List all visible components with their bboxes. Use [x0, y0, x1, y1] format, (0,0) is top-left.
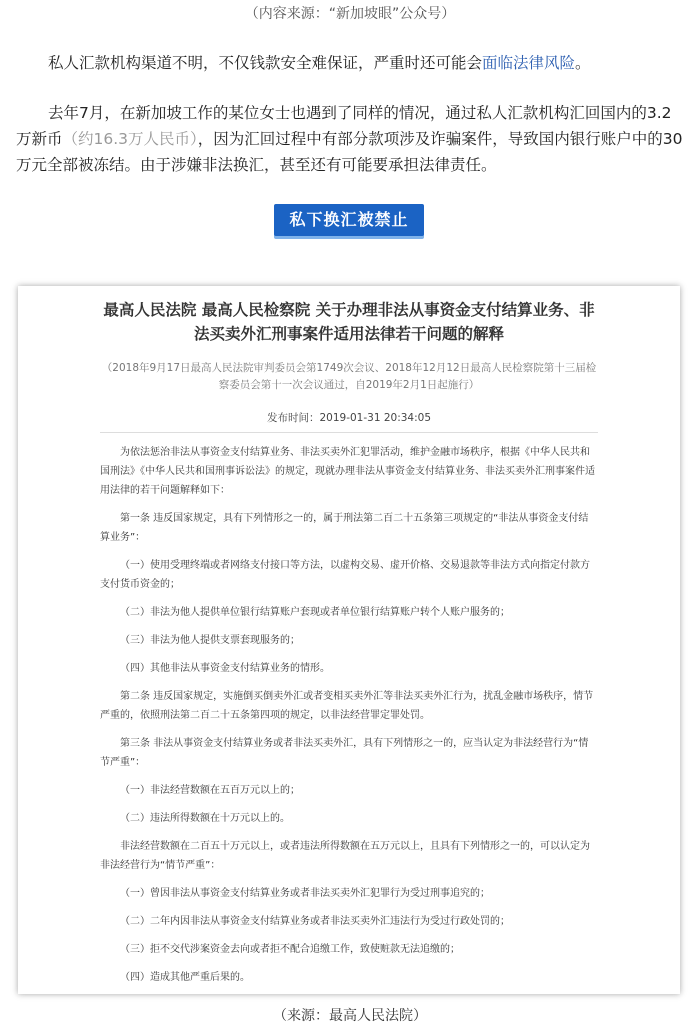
document-paragraph: 第一条 违反国家规定，具有下列情形之一的，属于刑法第二百二十五条第三项规定的“非法从事资金支付结算业务”： — [100, 513, 589, 543]
document-paragraph: （一）曾因非法从事资金支付结算业务或者非法买卖外汇犯罪行为受过刑事追究的； — [120, 888, 490, 899]
source-caption-bottom: （来源：最高人民法院） — [273, 1008, 427, 1024]
document-paragraph: 第二条 违反国家规定，实施倒买倒卖外汇或者变相买卖外汇等非法买卖外汇行为，扰乱金融市场秩序，情节严重的，依照刑法第二百二十五条第四项的规定，以非法经营罪定罪处罚。 — [100, 691, 594, 721]
section-heading-badge: 私下换汇被禁止 — [274, 204, 424, 236]
document-screenshot — [18, 286, 680, 994]
document-paragraph: （三）拒不交代涉案资金去向或者拒不配合追缴工作，致使赃款无法追缴的； — [120, 944, 460, 955]
document-paragraph: 为依法惩治非法从事资金支付结算业务、非法买卖外汇犯罪活动，维护金融市场秩序，根据《中华人民共和国刑法》《中华人民共和国刑事诉讼法》的规定，现就办理非法从事资金支付结算业务、非法买卖外汇刑事案件适用法律的若干问题解释如下： — [100, 447, 595, 496]
document-title: 最高人民法院 最高人民检察院 关于办理非法从事资金支付结算业务、非法买卖外汇刑事案件适用法律若干问题的解释 — [103, 301, 595, 343]
source-caption-top: （内容来源：“新加坡眼”公众号） — [244, 6, 456, 22]
document-meta: （2018年9月17日最高人民法院审判委员会第1749次会议、2018年12月12日最高人民检察院第十三届检察委员会第十一次会议通过，自2019年2月1日起施行） — [101, 362, 597, 391]
document-paragraph: （三）非法为他人提供支票套现服务的； — [120, 635, 300, 646]
document-paragraph: 非法经营数额在二百五十万元以上，或者违法所得数额在五万元以上，且具有下列情形之一的，可以认定为非法经营行为“情节严重”： — [100, 841, 590, 871]
paragraph-intro — [16, 50, 684, 76]
document-paragraph: （一）使用受理终端或者网络支付接口等方法，以虚构交易、虚开价格、交易退款等非法方式向指定付款方支付货币资金的； — [100, 560, 590, 590]
document-paragraph: （四）其他非法从事资金支付结算业务的情形。 — [120, 663, 330, 674]
paragraph-intro-end: 。 — [575, 54, 591, 72]
document-paragraph: 第三条 非法从事资金支付结算业务或者非法买卖外汇，具有下列情形之一的，应当认定为非法经营行为“情节严重”： — [100, 738, 589, 768]
paragraph-case — [16, 100, 684, 178]
paragraph-case-rmb-note: （约16.3万人民币） — [62, 130, 198, 148]
paragraph-case-text-a: 去年7月，在新加坡工作的某位女士也遇到了同样的情况，通过私人汇款机构汇回国内的3.2万新币 — [16, 104, 672, 148]
document-paragraph: （四）造成其他严重后果的。 — [120, 972, 250, 983]
document-paragraph: （一）非法经营数额在五百万元以上的； — [120, 785, 300, 796]
document-body — [100, 443, 598, 987]
document-paragraph: （二）二年内因非法从事资金支付结算业务或者非法买卖外汇违法行为受过行政处罚的； — [120, 916, 510, 927]
document-divider — [100, 432, 598, 433]
paragraph-intro-text: 私人汇款机构渠道不明，不仅钱款安全难保证，严重时还可能会 — [48, 54, 483, 72]
document-publish-date: 发布时间：2019-01-31 20:34:05 — [266, 412, 432, 424]
paragraph-case-text-b: ，因为汇回过程中有部分款项涉及诈骗案件，导致国内银行账户中的30万元全部被冻结。由于涉嫌非法换汇，甚至还有可能要承担法律责任。 — [16, 130, 683, 174]
document-paragraph: （二）违法所得数额在十万元以上的。 — [120, 813, 290, 824]
document-paragraph: （二）非法为他人提供单位银行结算账户套现或者单位银行结算账户转个人账户服务的； — [120, 607, 510, 618]
legal-risk-link[interactable]: 面临法律风险 — [482, 54, 576, 72]
